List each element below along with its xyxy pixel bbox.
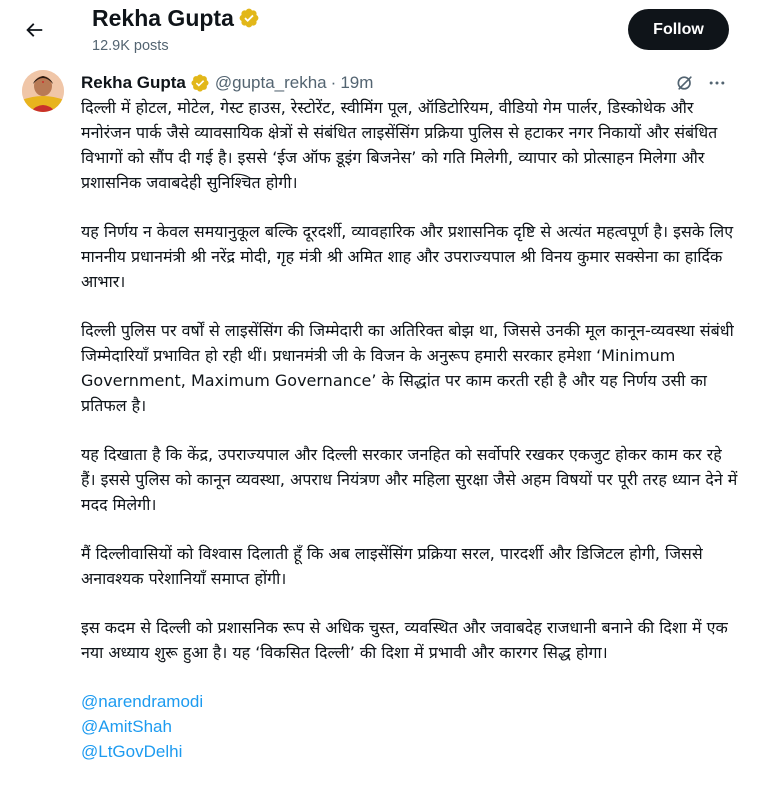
post-paragraph: दिल्ली में होटल, मोटेल, गेस्ट हाउस, रेस्टोरेंट, स्वीमिंग पूल, ऑडिटोरियम, वीडियो गेम पार्लर, डिस्कोथेक और मनोरंजन पार्क जैसे व्यावसायिक क्षेत्रों से संबंधित लाइसेंसिंग प्रक्रिया पुलिस से हटाकर नगर निकायों और संबंधित विभागों को सौंप दी गई है। इससे ‘ईज ऑफ डूइंग बिजनेस’ को गति मिलेगी, व्यापार को प्रोत्साहन मिलेगा और प्रशासनिक जवाबदेही सुनिश्चित होगी। — [81, 98, 718, 192]
post-time[interactable]: 19m — [340, 73, 374, 92]
mention-link[interactable]: @narendramodi — [81, 692, 204, 711]
verified-badge-icon[interactable] — [238, 7, 260, 29]
mention-link[interactable]: @LtGovDelhi — [81, 742, 183, 761]
post-paragraph: इस कदम से दिल्ली को प्रशासनिक रूप से अधिक चुस्त, व्यवस्थित और जवाबदेह राजधानी बनाने की दिशा में एक नया अध्याय शुरू हुआ है। यह ‘विकसित दिल्ली’ की दिशा में प्रभावी और कारगर सिद्ध होगा। — [81, 618, 728, 662]
verified-badge-icon[interactable] — [190, 73, 210, 93]
mentions-list — [81, 689, 741, 764]
grok-icon — [675, 73, 695, 93]
post-header — [81, 70, 373, 96]
posts-count: 12.9K posts — [92, 38, 169, 54]
post-paragraph: मैं दिल्लीवासियों को विश्वास दिलाती हूँ कि अब लाइसेंसिंग प्रक्रिया सरल, पारदर्शी और डिजिटल होगी, जिससे अनावश्यक परेशानियाँ समाप्त होंगी। — [81, 544, 703, 588]
profile-title — [92, 3, 260, 33]
back-button[interactable] — [16, 12, 52, 48]
author-name[interactable]: Rekha Gupta — [81, 73, 186, 92]
post-paragraph: यह निर्णय न केवल समयानुकूल बल्कि दूरदर्शी, व्यावहारिक और प्रशासनिक दृष्टि से अत्यंत महत्वपूर्ण है। इसके लिए माननीय प्रधानमंत्री श्री नरेंद्र मोदी, गृह मंत्री श्री अमित शाह और उपराज्यपाल श्री विनय कुमार सक्सेना का हार्दिक आभार। — [81, 222, 734, 291]
author-handle[interactable]: @gupta_rekha — [214, 73, 327, 92]
follow-button[interactable]: Follow — [628, 9, 729, 50]
post-paragraph: यह दिखाता है कि केंद्र, उपराज्यपाल और दिल्ली सरकार जनहित को सर्वोपरि रखकर एकजुट होकर काम कर रहे हैं। इससे पुलिस को कानून व्यवस्था, अपराध नियंत्रण और महिला सुरक्षा जैसे अहम विषयों पर पूरी तरह ध्यान देने में मदद मिलेगी। — [81, 445, 738, 514]
post-body — [81, 95, 741, 764]
arrow-left-icon — [23, 19, 45, 41]
post-paragraph: दिल्ली पुलिस पर वर्षों से लाइसेंसिंग की जिम्मेदारी का अतिरिक्त बोझ था, जिससे उनकी मूल कानून-व्यवस्था संबंधी जिम्मेदारियाँ प्रभावित हो रही थीं। प्रधानमंत्री जी के विजन के अनुरूप हमारी सरकार हमेशा ‘Minimum Government, Maximum Governance’ के सिद्धांत पर काम करती रही है और यह निर्णय उसी का प्रतिफल है। — [81, 321, 734, 415]
more-horizontal-icon — [707, 73, 727, 93]
top-bar — [0, 0, 773, 64]
separator-dot: · — [330, 73, 337, 92]
profile-name-text: Rekha Gupta — [92, 5, 234, 31]
grok-button[interactable] — [673, 71, 697, 95]
more-button[interactable] — [703, 71, 731, 95]
avatar[interactable] — [22, 70, 64, 112]
mention-link[interactable]: @AmitShah — [81, 717, 172, 736]
